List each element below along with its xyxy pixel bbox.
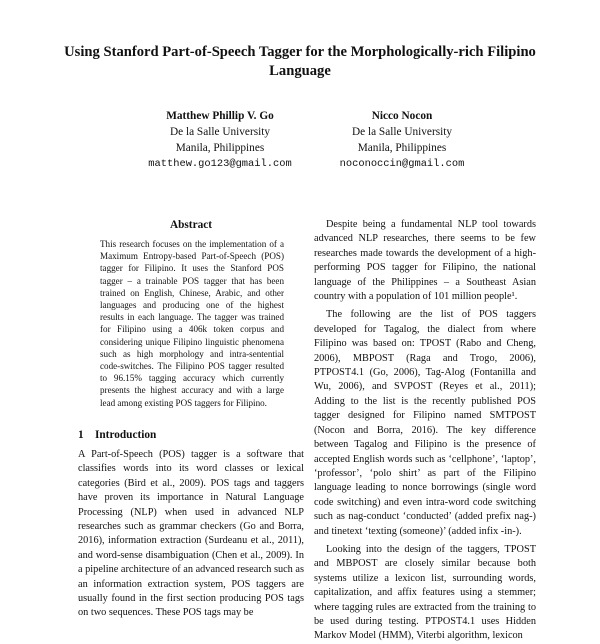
left-column-body bbox=[78, 448, 304, 621]
abstract-body bbox=[100, 238, 284, 409]
abstract-text: This research focuses on the implementation of a Maximum Entropy-based Part-of-Speech (POS) tagger for Filipino. It uses the Stanford POS tagger – a trainable POS tagger that has been trained on English, Chinese, Arabic, and other languages and producing one of the highest results in each language. The tagger was trained for Filipino using a 406k token corpus and considering unique Filipino linguistic phenomena such as high morphology and intra-sentential code-switches. The Filipino POS tagger resulted to 96.15% tagging accuracy which currently presents the highest accuracy and with a large lead among existing POS taggers for Filipino. bbox=[100, 239, 284, 408]
author-location: Manila, Philippines bbox=[357, 142, 447, 154]
abstract-heading: Abstract bbox=[169, 219, 213, 231]
author-affiliation: De la Salle University bbox=[351, 126, 453, 138]
author-block-2 bbox=[292, 108, 512, 172]
section-number: 1 bbox=[78, 429, 84, 441]
author-email[interactable]: matthew.go123@gmail.com bbox=[148, 158, 292, 170]
author-location: Manila, Philippines bbox=[175, 142, 265, 154]
author-name: Nicco Nocon bbox=[371, 110, 433, 122]
right-column-body bbox=[314, 218, 536, 644]
right-paragraph-1: Despite being a fundamental NLP tool towards advanced NLP researches, there seems to be few researches made towards the development of a high-performing POS tagger for Filipino, the national language of the Philippines – a Southeast Asian country with a population of 101 million people¹. bbox=[314, 219, 536, 303]
right-paragraph-3: Looking into the design of the taggers, TPOST and MBPOST are closely similar because both systems utilize a lexicon list, surrounding words, capitalization, and affix features using a stemmer; where tagging rules are extracted from the training to be used during testing. PTPOST4.1 uses Hidden Markov Model (HMM), Viterbi algorithm, lexicon bbox=[314, 543, 536, 642]
intro-paragraph: A Part-of-Speech (POS) tagger is a software that classifies words into its word classes or lexical categories (Bird et al., 2009). POS tags and taggers have proven its importance in Natural Language Processing (NLP) when used in advanced NLP researches such as grammar checkers (Go and Borra, 2016), information extraction (Surdeanu et al., 2011), and word-sense disambiguation (Chen et al., 2009). In a pipeline architecture of an advanced research such as an information extraction system, POS taggers are usually found in the first section producing POS tags on two sequences. These POS tags may be bbox=[78, 449, 304, 619]
section-title: Introduction bbox=[95, 429, 157, 441]
author-email[interactable]: noconoccin@gmail.com bbox=[339, 158, 465, 170]
author-name: Matthew Phillip V. Go bbox=[166, 110, 274, 122]
right-paragraph-2: The following are the list of POS taggers developed for Tagalog, the dialect from where Filipino was based on: TPOST (Rabo and Cheng, 2006), MBPOST (Raga and Trogo, 2006), PTPOST4.1 (Go, 2006), Tag-Alog (Fontanilla and Wu, 2006), and SVPOST (Reyes et al., 2011); Adding to the list is the recently published POS tagger designed for Filipino named SMTPOST (Nocon and Borra, 2016). The key difference between Tagalog and Filipino is the presence of accepted English words such as ‘cellphone’, ‘laptop’, ‘professor’, ‘polo shirt’ as part of the Filipino language leading to nonce borrowings (single word code switching) and even intra-word code switching such as nag-conduct ‘conducted’ (added prefix nag-) and tinetext ‘texting (someone)’ (added infix -in-). bbox=[314, 309, 536, 537]
section-heading-introduction bbox=[78, 429, 156, 441]
paper-title: Using Stanford Part-of-Speech Tagger for the Morphologically-rich Filipino Language bbox=[64, 44, 536, 79]
author-affiliation: De la Salle University bbox=[169, 126, 271, 138]
